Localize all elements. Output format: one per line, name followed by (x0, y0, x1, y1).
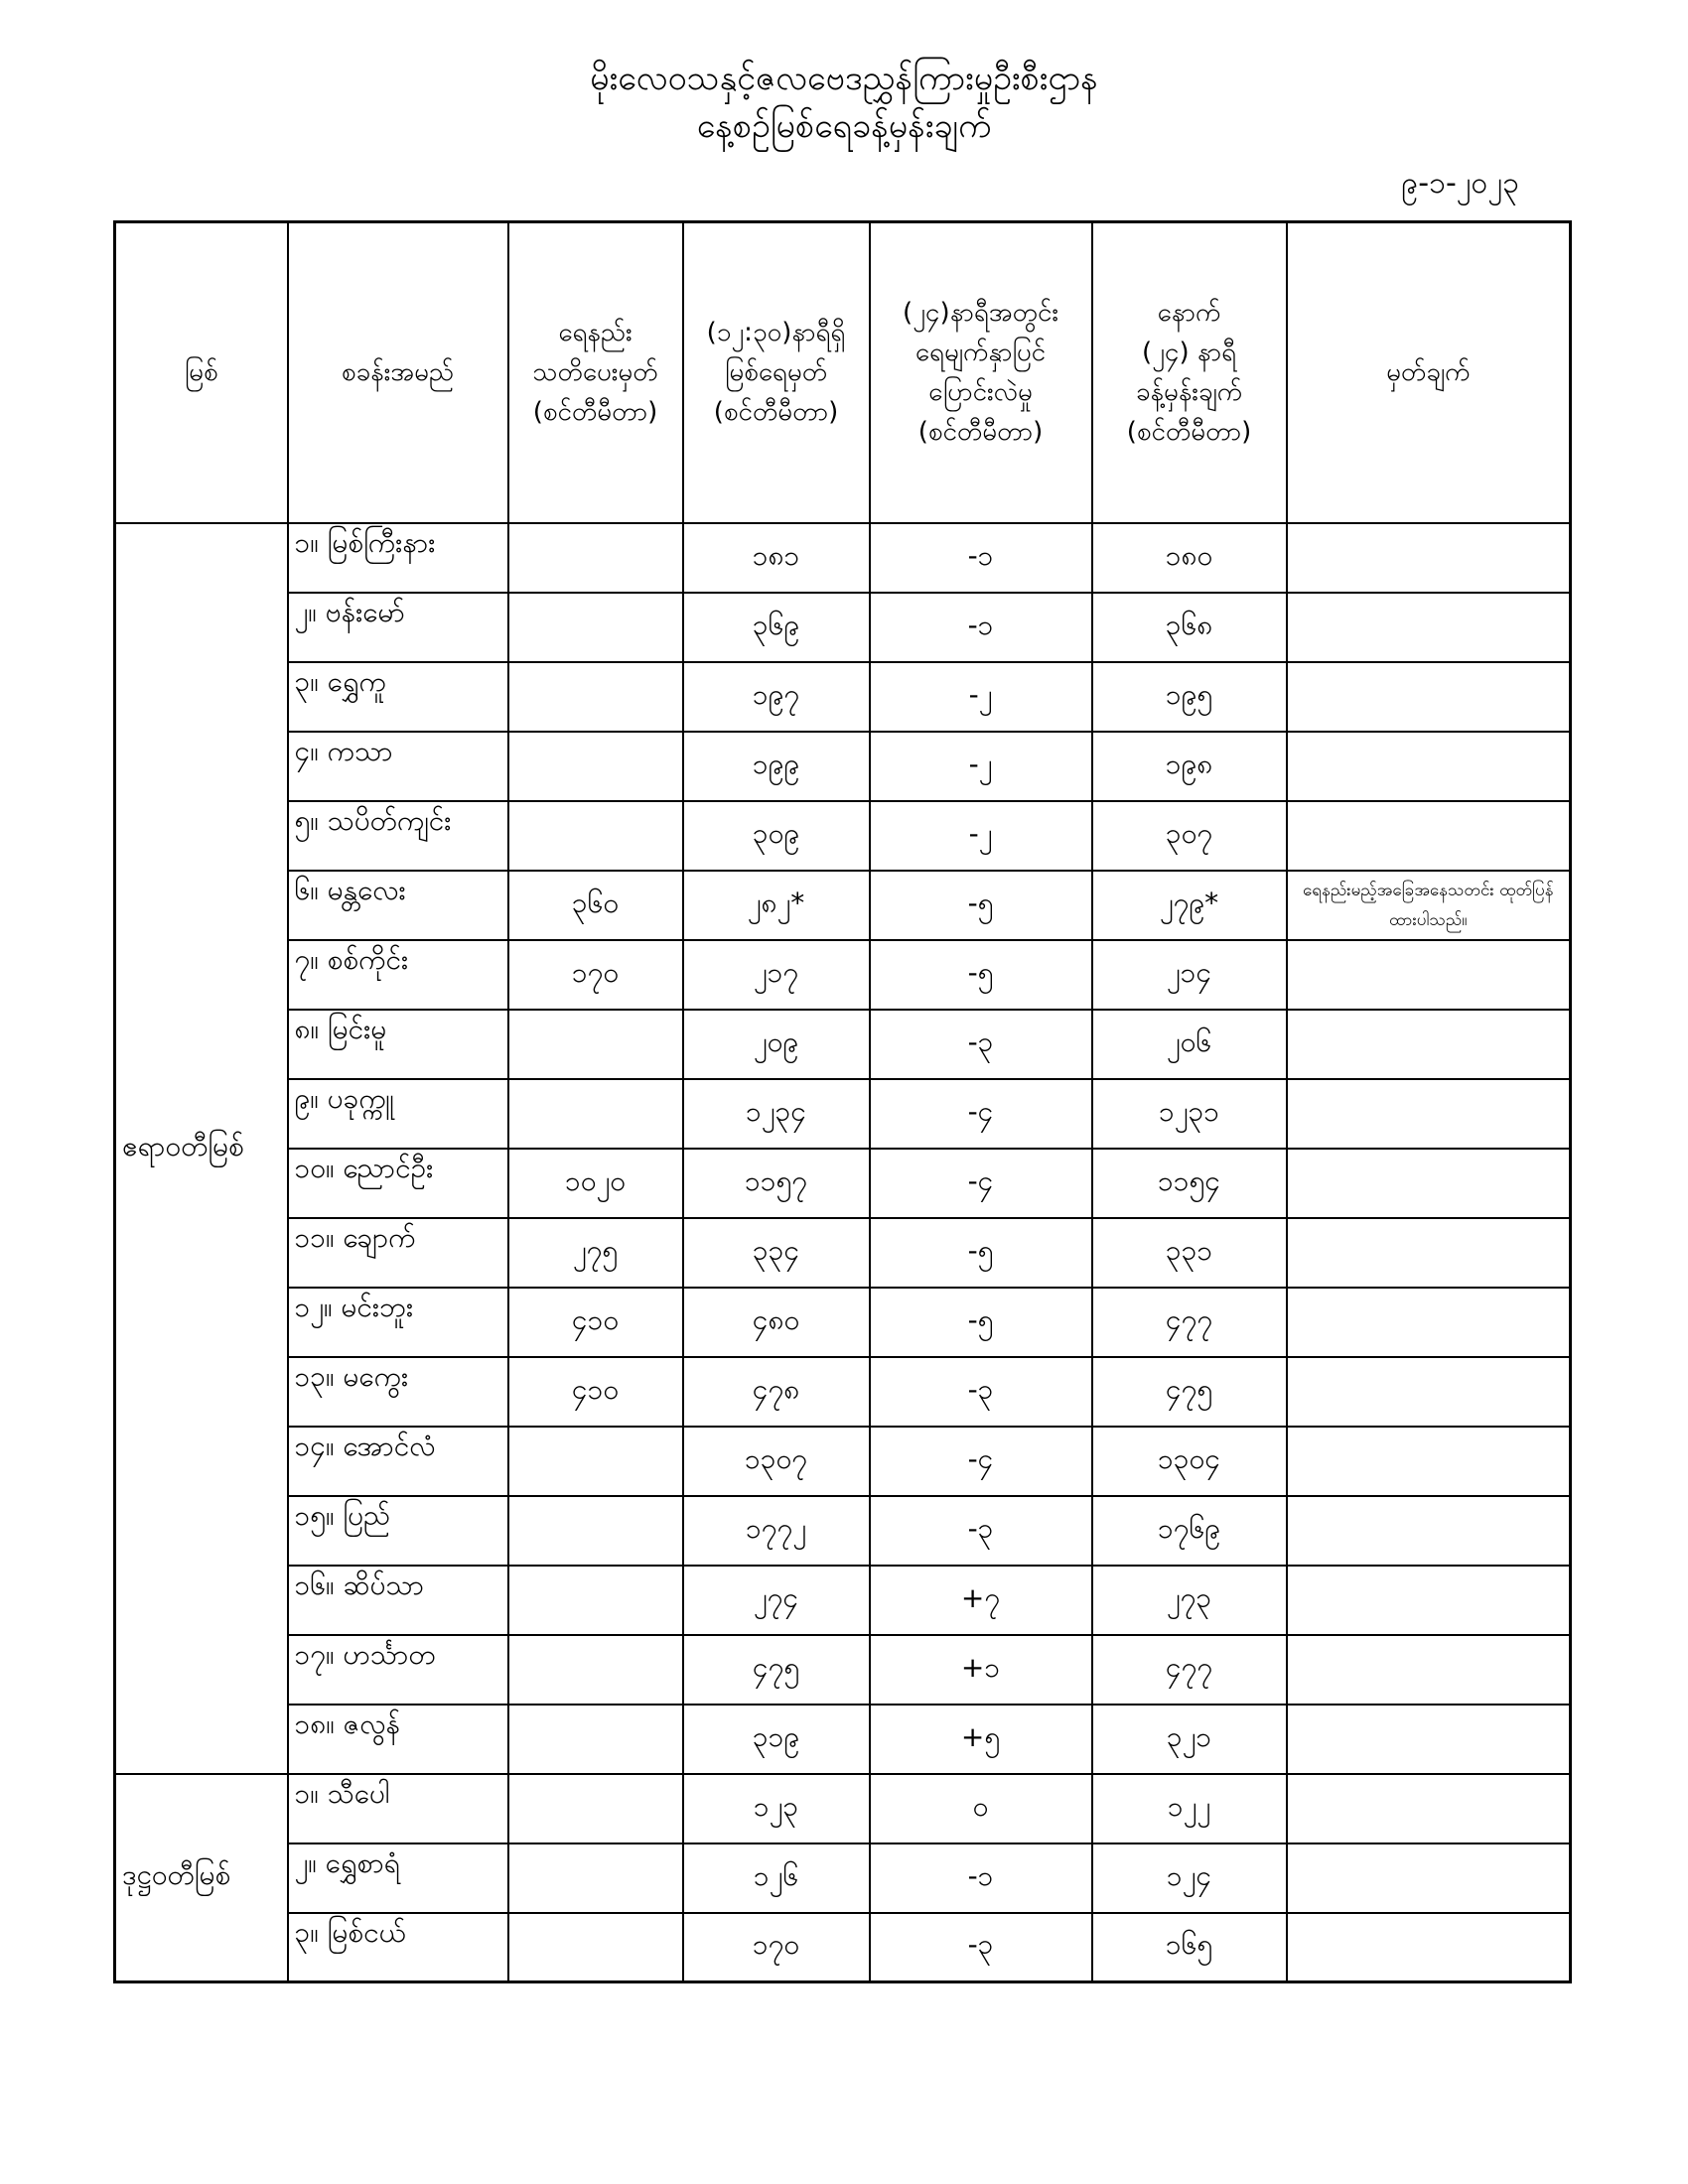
table-row (115, 1149, 1571, 1218)
observed-level-cell: ၄၇၈ (683, 1357, 870, 1427)
station-name: ၁၆။ ဆိပ်သာ (288, 1566, 508, 1635)
forecast-cell: ၄၇၇ (1092, 1635, 1287, 1705)
station-name: ၄။ ကသာ (288, 732, 508, 801)
forecast-cell: ၁၃၀၄ (1092, 1427, 1287, 1496)
observed-level-cell: ၁၂၃ (683, 1774, 870, 1843)
danger-level-cell: ၂၇၅ (508, 1218, 683, 1288)
remark-cell (1287, 1288, 1571, 1357)
col-forecast: နောက် (၂၄) နာရီ ခန့်မှန်းချက် (စင်တီမီတာ) (1092, 222, 1287, 523)
remark-cell (1287, 1843, 1571, 1913)
col-danger-level: ရေနည်း သတိပေးမှတ် (စင်တီမီတာ) (508, 222, 683, 523)
remark-cell (1287, 1635, 1571, 1705)
observed-level-cell: ၄၇၅ (683, 1635, 870, 1705)
remark-cell (1287, 1079, 1571, 1149)
remark-cell (1287, 1149, 1571, 1218)
danger-level-cell (508, 1079, 683, 1149)
change-cell: -၁ (870, 523, 1092, 593)
observed-level-cell: ၁၇၇၂ (683, 1496, 870, 1566)
col-observed-level: (၁၂:၃၀)နာရီရှိ မြစ်ရေမှတ် (စင်တီမီတာ) (683, 222, 870, 523)
table-row (115, 1496, 1571, 1566)
observed-level-cell: ၂၁၇ (683, 940, 870, 1010)
table-row (115, 1705, 1571, 1774)
station-name: ၇။ စစ်ကိုင်း (288, 940, 508, 1010)
station-name: ၁၄။ အောင်လံ (288, 1427, 508, 1496)
change-cell: -၂ (870, 732, 1092, 801)
station-name: ၉။ ပခုက္ကူ (288, 1079, 508, 1149)
forecast-cell: ၂၇၃ (1092, 1566, 1287, 1635)
danger-level-cell (508, 1843, 683, 1913)
change-cell: -၅ (870, 871, 1092, 940)
change-cell: -၂ (870, 662, 1092, 732)
danger-level-cell (508, 1705, 683, 1774)
forecast-cell: ၁၂၃၁ (1092, 1079, 1287, 1149)
forecast-cell: ၁၉၅ (1092, 662, 1287, 732)
danger-level-cell: ၄၁၀ (508, 1357, 683, 1427)
station-name: ၁၈။ ဇလွန် (288, 1705, 508, 1774)
station-name: ၁၃။ မကွေး (288, 1357, 508, 1427)
forecast-cell: ၃၃၁ (1092, 1218, 1287, 1288)
table-row (115, 593, 1571, 662)
change-cell: -၁ (870, 593, 1092, 662)
table-body (115, 523, 1571, 1982)
change-cell: -၃ (870, 1357, 1092, 1427)
danger-level-cell (508, 1427, 683, 1496)
danger-level-cell (508, 1635, 683, 1705)
table-row (115, 871, 1571, 940)
remark-cell (1287, 593, 1571, 662)
forecast-cell: ၁၉၈ (1092, 732, 1287, 801)
table-row (115, 1566, 1571, 1635)
station-name: ၁၁။ ချောက် (288, 1218, 508, 1288)
forecast-cell: ၁၆၅ (1092, 1913, 1287, 1982)
danger-level-cell: ၁၀၂၀ (508, 1149, 683, 1218)
river-name: ဒုဋ္ဌဝတီမြစ် (115, 1774, 288, 1982)
forecast-cell: ၂၀၆ (1092, 1010, 1287, 1079)
remark-cell: ရေနည်းမည့်အခြေအနေသတင်း ထုတ်ပြန်ထားပါသည်။ (1287, 871, 1571, 940)
change-cell: -၄ (870, 1079, 1092, 1149)
remark-cell (1287, 1010, 1571, 1079)
header-row (115, 222, 1571, 523)
danger-level-cell: ၄၁၀ (508, 1288, 683, 1357)
remark-cell (1287, 801, 1571, 871)
station-name: ၃။ မြစ်ငယ် (288, 1913, 508, 1982)
remark-cell (1287, 1913, 1571, 1982)
station-name: ၂။ ဗန်းမော် (288, 593, 508, 662)
change-cell: -၄ (870, 1149, 1092, 1218)
table-row (115, 1357, 1571, 1427)
observed-level-cell: ၂၀၉ (683, 1010, 870, 1079)
station-name: ၃။ ရွှေကူ (288, 662, 508, 732)
observed-level-cell: ၁၈၁ (683, 523, 870, 593)
danger-level-cell (508, 593, 683, 662)
remark-cell (1287, 1357, 1571, 1427)
station-name: ၆။ မန္တလေး (288, 871, 508, 940)
observed-level-cell: ၃၁၉ (683, 1705, 870, 1774)
forecast-cell: ၄၇၅ (1092, 1357, 1287, 1427)
observed-level-cell: ၁၃၀၇ (683, 1427, 870, 1496)
danger-level-cell (508, 1010, 683, 1079)
forecast-cell: ၃၀၇ (1092, 801, 1287, 871)
table-row (115, 801, 1571, 871)
observed-level-cell: ၄၈၀ (683, 1288, 870, 1357)
river-name: ဧရာဝတီမြစ် (115, 523, 288, 1774)
report-title: နေ့စဉ်မြစ်ရေခန့်မှန်းချက် (696, 106, 992, 146)
observed-level-cell: ၂၇၄ (683, 1566, 870, 1635)
change-cell: -၂ (870, 801, 1092, 871)
remark-cell (1287, 732, 1571, 801)
change-cell: -၃ (870, 1496, 1092, 1566)
table-row (115, 1010, 1571, 1079)
danger-level-cell: ၁၇၀ (508, 940, 683, 1010)
remark-cell (1287, 523, 1571, 593)
table-row (115, 732, 1571, 801)
table-row (115, 1079, 1571, 1149)
change-cell: -၃ (870, 1010, 1092, 1079)
change-cell: +၁ (870, 1635, 1092, 1705)
station-name: ၂။ ရွှေစာရံ (288, 1843, 508, 1913)
table-row (115, 1288, 1571, 1357)
remark-cell (1287, 1566, 1571, 1635)
change-cell: -၃ (870, 1913, 1092, 1982)
observed-level-cell: ၃၆၉ (683, 593, 870, 662)
forecast-cell: ၁၂၂ (1092, 1774, 1287, 1843)
danger-level-cell (508, 1566, 683, 1635)
col-24h-change: (၂၄)နာရီအတွင်း ရေမျက်နှာပြင် ပြောင်းလဲမှု (စင်တီမီတာ) (870, 222, 1092, 523)
department-title: မိုးလေဝသနှင့်ဇလဗေဒညွှန်ကြားမှုဦးစီးဌာန (590, 59, 1098, 98)
table-row (115, 1635, 1571, 1705)
table-row (115, 1913, 1571, 1982)
observed-level-cell: ၁၂၆ (683, 1843, 870, 1913)
danger-level-cell (508, 1913, 683, 1982)
remark-cell (1287, 1427, 1571, 1496)
change-cell: ၀ (870, 1774, 1092, 1843)
observed-level-cell: ၃၀၉ (683, 801, 870, 871)
remark-cell (1287, 1496, 1571, 1566)
change-cell: -၅ (870, 1288, 1092, 1357)
danger-level-cell (508, 1774, 683, 1843)
station-name: ၁။ သီပေါ (288, 1774, 508, 1843)
observed-level-cell: ၁၂၃၄ (683, 1079, 870, 1149)
remark-cell (1287, 1705, 1571, 1774)
col-remarks: မှတ်ချက် (1287, 222, 1571, 523)
danger-level-cell (508, 523, 683, 593)
report-date: ၉-၁-၂၀၂၃ (1401, 166, 1519, 201)
danger-level-cell (508, 662, 683, 732)
observed-level-cell: ၂၈၂* (683, 871, 870, 940)
station-name: ၁၂။ မင်းဘူး (288, 1288, 508, 1357)
station-name: ၁၀။ ညောင်ဦး (288, 1149, 508, 1218)
remark-cell (1287, 1774, 1571, 1843)
observed-level-cell: ၃၃၄ (683, 1218, 870, 1288)
change-cell: -၁ (870, 1843, 1092, 1913)
change-cell: +၇ (870, 1566, 1092, 1635)
table-row (115, 1843, 1571, 1913)
forecast-cell: ၂၁၄ (1092, 940, 1287, 1010)
table-row (115, 940, 1571, 1010)
forecast-cell: ၃၆၈ (1092, 593, 1287, 662)
danger-level-cell: ၃၆၀ (508, 871, 683, 940)
remark-cell (1287, 662, 1571, 732)
forecast-cell: ၁၂၄ (1092, 1843, 1287, 1913)
station-name: ၁၅။ ပြည် (288, 1496, 508, 1566)
table-row (115, 662, 1571, 732)
danger-level-cell (508, 801, 683, 871)
change-cell: +၅ (870, 1705, 1092, 1774)
station-name: ၈။ မြင်းမူ (288, 1010, 508, 1079)
observed-level-cell: ၁၉၉ (683, 732, 870, 801)
forecast-cell: ၁၇၆၉ (1092, 1496, 1287, 1566)
danger-level-cell (508, 1496, 683, 1566)
table-row (115, 1218, 1571, 1288)
forecast-cell: ၄၇၇ (1092, 1288, 1287, 1357)
table-row (115, 523, 1571, 593)
observed-level-cell: ၁၇၀ (683, 1913, 870, 1982)
change-cell: -၅ (870, 1218, 1092, 1288)
remark-cell (1287, 940, 1571, 1010)
forecast-cell: ၃၂၁ (1092, 1705, 1287, 1774)
document-header (0, 55, 1688, 150)
station-name: ၅။ သပိတ်ကျင်း (288, 801, 508, 871)
forecast-cell: ၁၈၀ (1092, 523, 1287, 593)
col-station: စခန်းအမည် (288, 222, 508, 523)
danger-level-cell (508, 732, 683, 801)
station-name: ၁။ မြစ်ကြီးနား (288, 523, 508, 593)
remark-cell (1287, 1218, 1571, 1288)
table-row (115, 1774, 1571, 1843)
forecast-cell: ၂၇၉* (1092, 871, 1287, 940)
forecast-cell: ၁၁၅၄ (1092, 1149, 1287, 1218)
station-name: ၁၇။ ဟင်္သာတ (288, 1635, 508, 1705)
river-level-table (113, 220, 1572, 1983)
change-cell: -၅ (870, 940, 1092, 1010)
observed-level-cell: ၁၁၅၇ (683, 1149, 870, 1218)
observed-level-cell: ၁၉၇ (683, 662, 870, 732)
col-river: မြစ် (115, 222, 288, 523)
table-row (115, 1427, 1571, 1496)
change-cell: -၄ (870, 1427, 1092, 1496)
